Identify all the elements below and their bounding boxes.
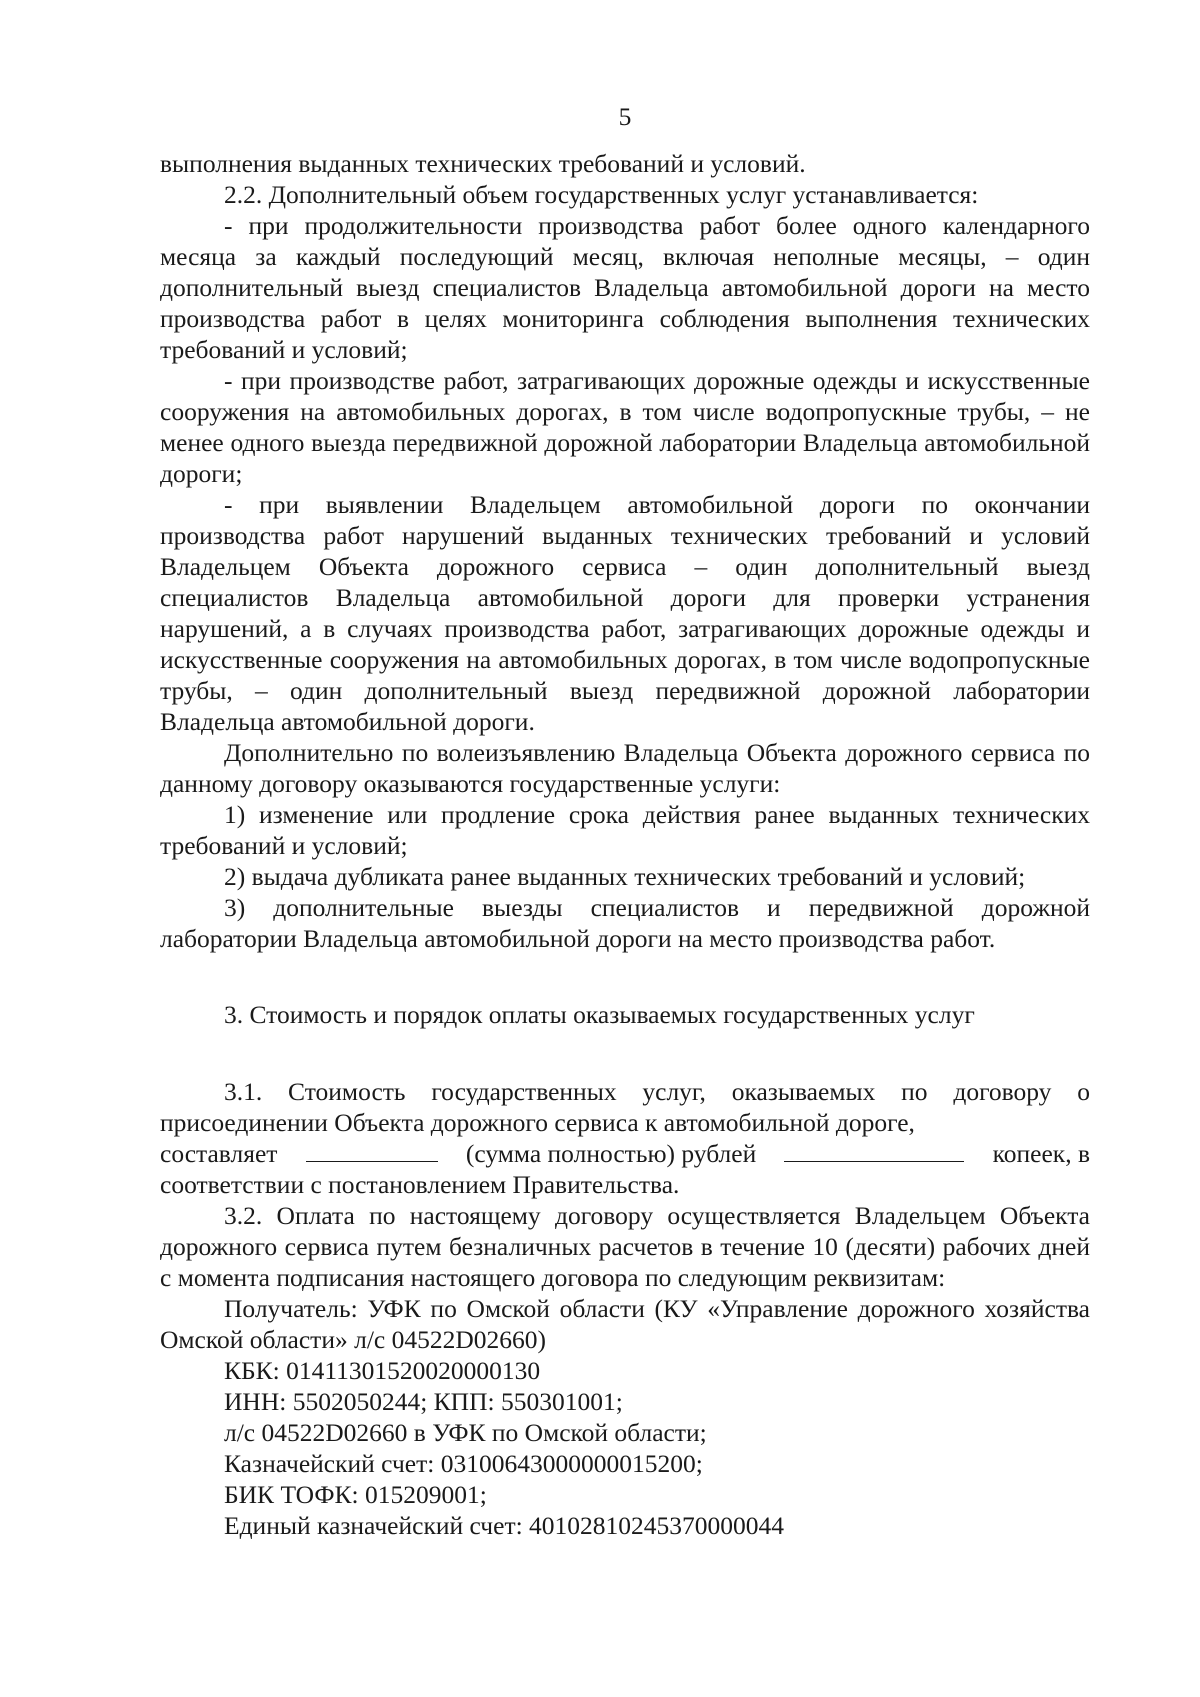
paragraph: выполнения выданных технических требований и условий.	[160, 149, 806, 178]
list-item: 3) дополнительные выезды специалистов и передвижной дорожной лаборатории Владельца автомобильной дороги на место производства работ.	[160, 893, 1090, 953]
amount-kopecks-blank[interactable]	[784, 1139, 964, 1162]
cost-word: составляет	[160, 1139, 278, 1168]
list-item: 1) изменение или продление срока действия ранее выданных технических требований и условий;	[160, 800, 1090, 860]
list-item: 2) выдача дубликата ранее выданных технических требований и условий;	[224, 862, 1026, 891]
requisite-inn-kpp: ИНН: 5502050244; КПП: 550301001;	[224, 1387, 623, 1416]
paragraph: 3.2. Оплата по настоящему договору осуществляется Владельцем Объекта дорожного сервиса путем безналичных расчетов в течение 10 (десяти) рабочих дней с момента подписания настоящего договора по следующим реквизитам:	[160, 1201, 1090, 1292]
list-item: - при выявлении Владельцем автомобильной дороги по окончании производства работ нарушений выданных технических требований и условий Владельцем Объекта дорожного сервиса – один дополнительный выезд специалистов Владельца автомобильной дороги для проверки устранения нарушений, а в случаях производства работ, затрагивающих дорожные одежды и искусственные сооружения на автомобильных дорогах, в том числе водопропускные трубы, – один дополнительный выезд передвижной дорожной лаборатории Владельца автомобильной дороги.	[160, 490, 1090, 736]
cost-line	[160, 1138, 1090, 1169]
section-heading: 3. Стоимость и порядок оплаты оказываемых государственных услуг	[224, 1000, 975, 1029]
requisite-kbk: КБК: 01411301520020000130	[224, 1356, 541, 1385]
list-item: - при производстве работ, затрагивающих дорожные одежды и искусственные сооружения на автомобильных дорогах, в том числе водопропускные трубы, – не менее одного выезда передвижной дорожной лаборатории Владельца автомобильной дороги;	[160, 366, 1090, 488]
cost-mid: (сумма полностью) рублей	[465, 1139, 757, 1168]
requisite-unified-account: Единый казначейский счет: 40102810245370000044	[224, 1511, 785, 1540]
paragraph: Дополнительно по волеизъявлению Владельца Объекта дорожного сервиса по данному договору оказываются государственные услуги:	[160, 738, 1090, 798]
page-number: 5	[618, 102, 632, 131]
paragraph: 3.1. Стоимость государственных услуг, оказываемых по договору о присоединении Объекта дорожного сервиса к автомобильной дороге,	[160, 1077, 1090, 1137]
cost-end: копеек, в	[992, 1139, 1090, 1168]
requisite-bik: БИК ТОФК: 015209001;	[224, 1480, 487, 1509]
requisite-account: л/с 04522D02660 в УФК по Омской области;	[224, 1418, 707, 1447]
amount-rubles-blank[interactable]	[306, 1139, 438, 1162]
paragraph: 2.2. Дополнительный объем государственных услуг устанавливается:	[224, 180, 979, 209]
recipient: Получатель: УФК по Омской области (КУ «Управление дорожного хозяйства Омской области» л/с 04522D02660)	[160, 1294, 1090, 1354]
document-page	[160, 100, 1090, 1541]
list-item: - при продолжительности производства работ более одного календарного месяца за каждый последующий месяц, включая неполные месяцы, – один дополнительный выезд специалистов Владельца автомобильной дороги на место производства работ в целях мониторинга соблюдения выполнения технических требований и условий;	[160, 211, 1090, 364]
requisite-treasury-account: Казначейский счет: 03100643000000015200;	[224, 1449, 703, 1478]
paragraph: соответствии с постановлением Правительства.	[160, 1170, 680, 1199]
